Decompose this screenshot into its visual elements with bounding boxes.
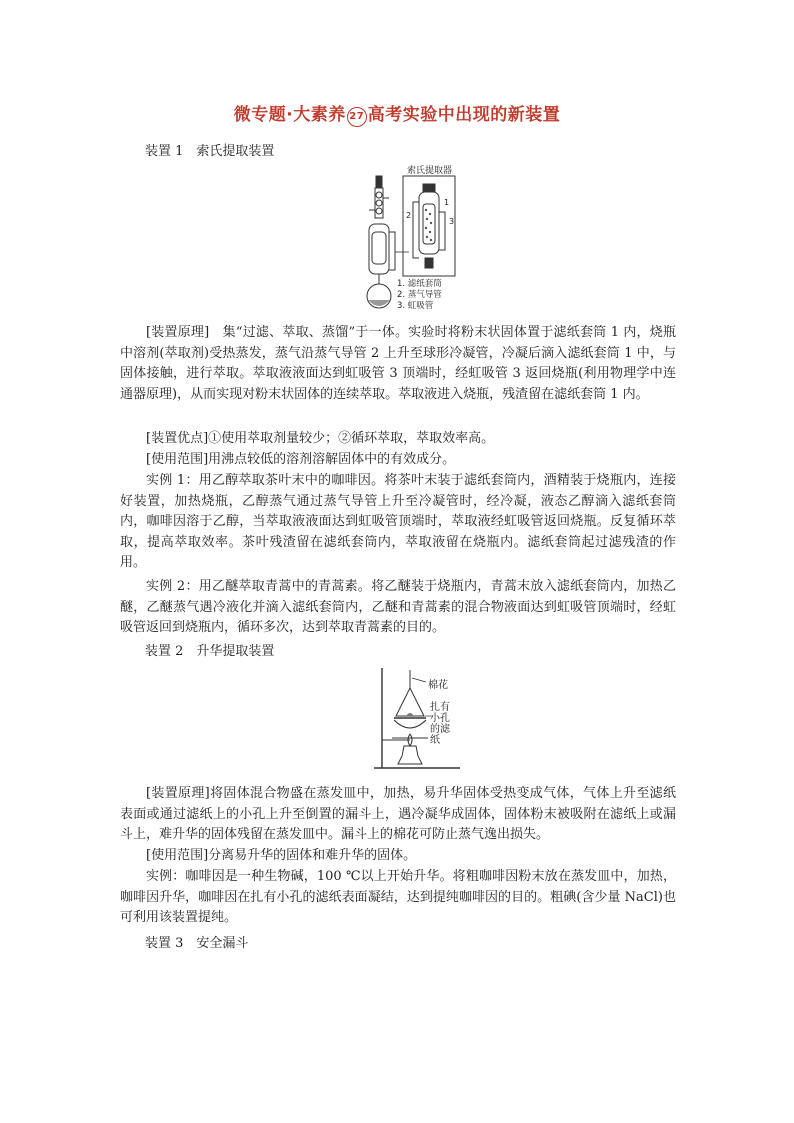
figure1-num-1: 1: [444, 198, 450, 207]
soxhlet-extractor-figure: [355, 162, 465, 312]
detail-vapor-tube: [413, 202, 419, 258]
device1-example1: 实例 1：用乙醇萃取茶叶末中的咖啡因。将茶叶末装于滤纸套筒内，酒精装于烧瓶内，连接好装置，加热烧瓶，乙醇蒸气通过蒸气导管上升至冷凝管时，经冷凝，液态乙醇滴入滤纸套筒内，咖啡因溶于乙醇，当萃取液液面达到虹吸管顶端时，萃取液经虹吸管返回烧瓶。反复循环萃取，提高萃取效率。茶叶残渣留在滤纸套筒内，萃取液留在烧瓶内。滤纸套筒起过滤残渣的作用。: [120, 473, 676, 570]
condenser-bulb-3: [376, 208, 382, 214]
device2-scope: [使用范围]分离易升华的固体和难升华的固体。: [146, 848, 417, 863]
figure2-filter-label-line3: 的滤: [430, 724, 450, 735]
device3-heading: 装置 3 安全漏斗: [145, 936, 249, 951]
device1-principle: [装置原理] 集“过滤、萃取、蒸馏”于一体。实验时将粉末状固体置于滤纸套筒 1 内，烧瓶中溶剂(萃取剂)受热蒸发，蒸气沿蒸气导管 2 上升至球形冷凝管，冷凝后滴入滤纸套筒 1 中，与固体接触，进行萃取。萃取液液面达到虹吸管 3 顶端时，经虹吸管 3 返回烧瓶(利用物理学中连通器原理)，从而实现对粉末状固体的连续萃取。萃取液进入烧瓶，残渣留在滤纸套筒 1 内。: [120, 325, 676, 402]
cotton-plug: [406, 713, 414, 716]
detail-outer-tube: [419, 192, 439, 254]
figure1-num-3: 3: [449, 217, 455, 226]
detail-bottom-joint: [425, 258, 433, 268]
extractor-thimble: [372, 232, 386, 264]
device2-example: 实例：咖啡因是一种生物碱，100 ℃以上开始升华。将粗咖啡因粉末放在蒸发皿中，加热，咖啡因升华，咖啡因在扎有小孔的滤纸表面凝结，达到提纯咖啡因的目的。粗碘(含少量 NaCl)也可利用该装置提纯。: [120, 869, 676, 925]
device2-heading: 装置 2 升华提取装置: [145, 644, 275, 659]
title-part2: 高考实验中出现的新装置: [367, 105, 561, 125]
alcohol-lamp: [398, 746, 422, 764]
figure1-num-2: 2: [406, 211, 412, 220]
figure1-legend-2: 2. 蒸气导管: [397, 290, 442, 300]
title-number-badge: 27: [347, 107, 367, 127]
figure2-filter-label-line4: 纸: [430, 735, 440, 746]
condenser-bulb-1: [376, 192, 382, 198]
device1-heading: 装置 1 索氏提取装置: [145, 144, 275, 159]
device1-advantage: [装置优点]①使用萃取剂量较少；②循环萃取，萃取效率高。: [146, 431, 495, 446]
detail-siphon-tube: [439, 212, 445, 250]
figure2-filter-label-line2: 小孔: [430, 713, 450, 724]
figure1-legend-3: 3. 虹吸管: [397, 301, 434, 311]
sublimation-figure: [370, 664, 470, 774]
condenser-bulb-2: [376, 200, 382, 206]
device1-scope: [使用范围]用沸点较低的溶剂溶解固体中的有效成分。: [146, 452, 456, 467]
device2-principle: [装置原理]将固体混合物盛在蒸发皿中，加热，易升华固体受热变成气体，气体上升至滤纸表面或通过滤纸上的小孔上升至倒置的漏斗上，遇冷凝华成固体，固体粉末被吸附在滤纸上或漏斗上，难升华的固体残留在蒸发皿中。漏斗上的棉花可防止蒸气逸出损失。: [120, 786, 676, 842]
evaporating-dish: [394, 720, 426, 728]
detail-filter-thimble: [423, 204, 435, 244]
figure1-box-label: 索氏提取器: [407, 166, 453, 176]
figure2-cotton-label: 棉花: [428, 680, 448, 691]
condenser-stopper: [376, 176, 382, 188]
inverted-funnel: [396, 688, 424, 716]
extractor-vapor-tube: [389, 232, 395, 270]
title-part1: 微专题·大素养: [233, 105, 346, 125]
figure2-filter-label-line1: 扎有: [430, 702, 450, 713]
figure1-legend-1: 1. 滤纸套筒: [397, 279, 442, 289]
page-title: [0, 100, 794, 127]
detail-top-stopper: [423, 184, 435, 192]
device1-example2: 实例 2：用乙醚萃取青蒿中的青蒿素。将乙醚装于烧瓶内，青蒿末放入滤纸套筒内，加热乙醚，乙醚蒸气遇冷液化并滴入滤纸套筒内，乙醚和青蒿素的混合物液面达到虹吸管顶端时，经虹吸管返回到烧瓶内，循环多次，达到萃取青蒿素的目的。: [120, 579, 676, 635]
